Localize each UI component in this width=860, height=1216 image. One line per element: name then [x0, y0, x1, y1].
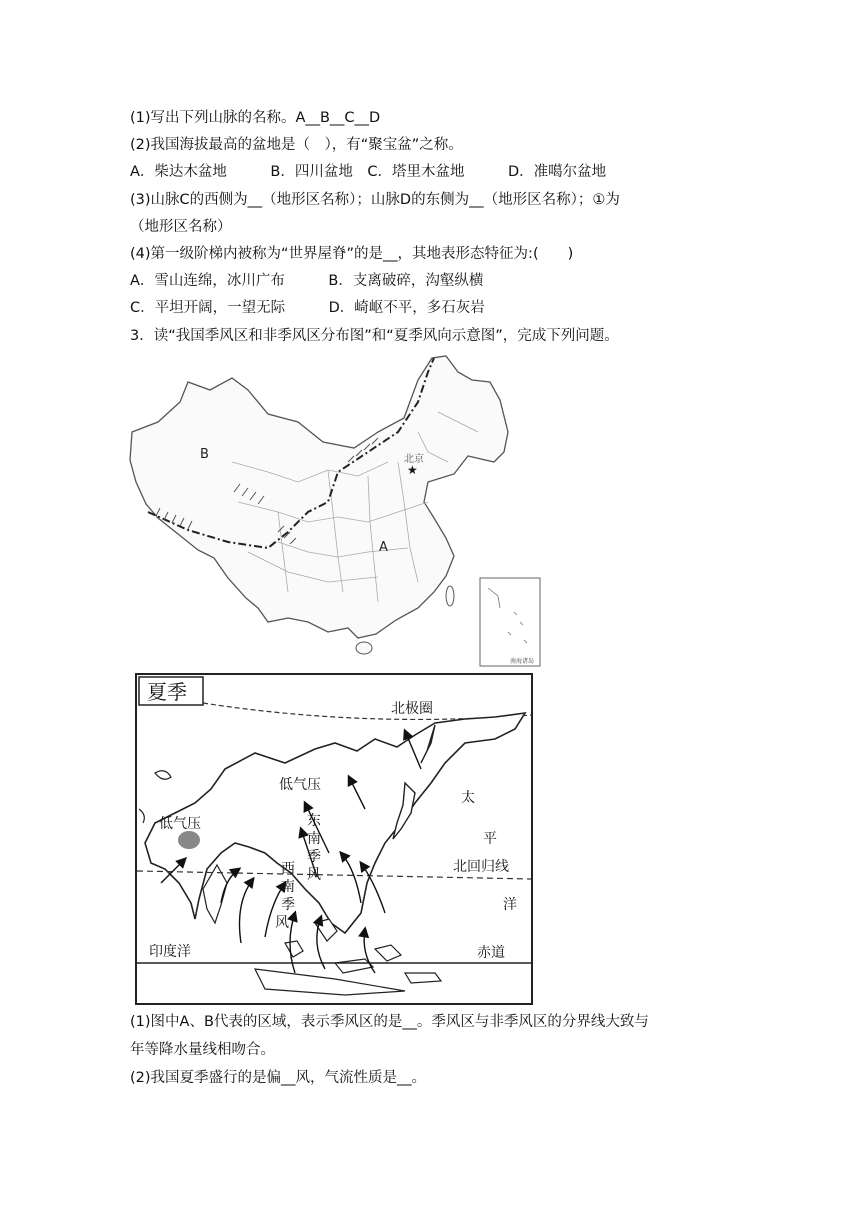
equator-label: 赤道 [477, 945, 505, 961]
q3-sub1-line2: 年等降水量线相吻合。 [130, 1042, 275, 1058]
beijing-star: ★ [407, 463, 418, 477]
arctic-circle-label: 北极圈 [391, 701, 433, 717]
map-title: 夏季 [147, 680, 187, 704]
q3-sub1-line1: (1)图中A、B代表的区域，表示季风区的是__。季风区与非季风区的分界线大致与 [130, 1014, 649, 1030]
svg-text:季: 季 [281, 897, 295, 913]
region-label-a: A [379, 540, 388, 555]
q3-stem: 3．读“我国季风区和非季风区分布图”和“夏季风向示意图”，完成下列问题。 [130, 328, 619, 344]
svg-text:风: 风 [307, 867, 321, 883]
pacific-char-2: 平 [483, 831, 497, 847]
hainan [356, 642, 372, 654]
q2-sub1: (1)写出下列山脉的名称。A__B__C__D [130, 110, 381, 126]
q2-sub4-options-2: C．平坦开阔，一望无际 D．崎岖不平，多石灰岩 [130, 300, 485, 316]
low-pressure-area [178, 831, 200, 849]
indian-ocean-label: 印度洋 [149, 944, 191, 960]
q2-sub2-options: A．柴达木盆地 B．四川盆地 C．塔里木盆地 D．准噶尔盆地 [130, 164, 607, 180]
summer-monsoon-map [135, 673, 533, 1005]
svg-text:南: 南 [281, 879, 295, 895]
taiwan [446, 586, 454, 606]
low-pressure-label-1: 低气压 [279, 777, 321, 793]
tropic-label: 北回归线 [453, 859, 509, 875]
region-label-b: B [200, 447, 209, 462]
q2-sub2: (2)我国海拔最高的盆地是（ ），有“聚宝盆”之称。 [130, 137, 463, 153]
pacific-char-3: 洋 [503, 897, 517, 913]
q2-sub4: (4)第一级阶梯内被称为“世界屋脊”的是__，其地表形态特征为:( ) [130, 246, 574, 262]
svg-text:风: 风 [275, 915, 289, 931]
svg-text:西: 西 [281, 861, 295, 877]
q2-sub3-line2: （地形区名称） [130, 219, 232, 235]
q2-sub4-options-1: A．雪山连绵，冰川广布 B．支离破碎，沟壑纵横 [130, 273, 484, 289]
q2-sub3-line1: (3)山脉C的西侧为__（地形区名称）；山脉D的东侧为__（地形区名称）；①为 [130, 192, 620, 208]
svg-text:东: 东 [307, 813, 321, 829]
south-china-sea-inset [480, 578, 540, 666]
low-pressure-label-2: 低气压 [159, 816, 201, 832]
pacific-char-1: 太 [461, 790, 475, 806]
svg-text:季: 季 [307, 849, 321, 865]
beijing-label: 北京 [404, 454, 424, 465]
svg-text:南: 南 [307, 831, 321, 847]
china-monsoon-map [128, 352, 544, 670]
inset-label: 南海诸岛 [510, 658, 535, 665]
q3-sub2: (2)我国夏季盛行的是偏__风，气流性质是__。 [130, 1070, 427, 1086]
